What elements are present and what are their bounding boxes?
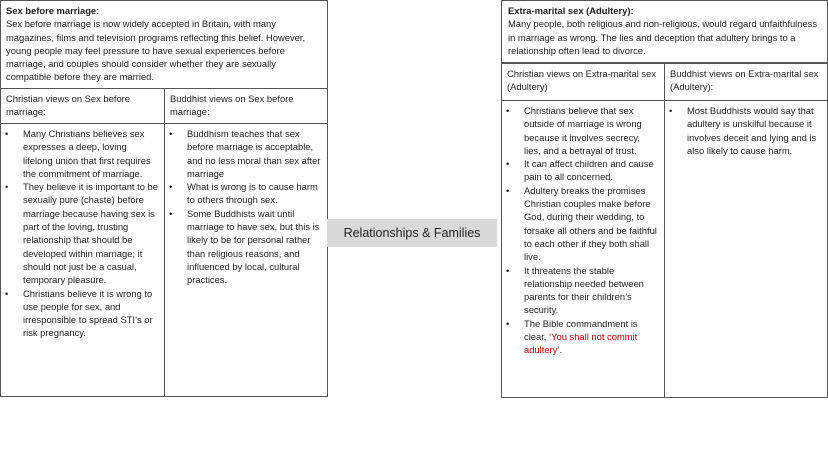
buddhist-adultery-list [664, 100, 828, 398]
buddhist-sbm-header-text: Buddhist views on Sex before marriage: [170, 93, 294, 118]
bullet-icon: • [669, 105, 673, 116]
list-item: • What is wrong is to cause harm to others through sex. [169, 181, 318, 206]
extra-marital-intro: Many people, both religious and non-religious, would regard unfaithfulness in marriage as wrong. The lies and deception that adultery brings to a relationship often lead to divorce. [508, 18, 818, 56]
bible-quote: You shall not commit adultery [524, 331, 638, 356]
list-item: • It can affect children and cause pain to all concerned. [506, 158, 654, 183]
christian-adultery-list [501, 100, 665, 398]
bullet-icon: • [5, 128, 9, 139]
bullet-icon: • [506, 184, 510, 196]
extra-marital-intro-box [501, 0, 828, 63]
christian-adultery-header-text: Christian views on Extra-marital sex (Adultery) [507, 68, 657, 93]
list-item: • The Bible commandment is clear, ‘You shall not commit adultery’. [506, 317, 638, 356]
topic-label-text: Relationships & Families [343, 226, 481, 240]
bullet-icon: • [506, 317, 510, 329]
extra-marital-heading: Extra-marital sex (Adultery): [508, 5, 634, 16]
list-item: • Adultery breaks the promises Christian couples make before God, during their wedding, to forsake all others and be faithful to each other if they both shall live. [506, 184, 657, 263]
list-item: • Some Buddhists wait until marriage to have sex, but this is likely to be for personal rather than religious reasons, and influenced by local, cultural practices. [169, 207, 320, 286]
buddhist-adultery-header [664, 63, 828, 101]
list-item: • Most Buddhists would say that adultery is unskilful because it involves deceit and lying and is also likely to cause harm. [669, 105, 817, 156]
sex-before-marriage-heading: Sex before marriage: [6, 5, 100, 16]
christian-sex-before-marriage-header [0, 88, 165, 124]
christian-sex-before-marriage-list [0, 123, 165, 397]
list-item: • It threatens the stable relationship needed between parents for their children’s security. [506, 264, 644, 316]
list-item: • Buddhism teaches that sex before marriage is acceptable, and no less moral than sex after marriage [169, 128, 321, 179]
bullet-icon: • [5, 287, 9, 299]
christian-adultery-header [501, 63, 665, 101]
topic-label [327, 219, 497, 247]
bullet-icon: • [169, 181, 173, 193]
bullet-icon: • [5, 181, 9, 193]
list-item: • They believe it is important to be sexually pure (chaste) before marriage because having sex is part of the loving, trusting relationship that should be developed within marriage; it should not just be a casual, temporary pleasure. [5, 181, 158, 286]
bullet-icon: • [506, 105, 510, 116]
bullet-icon: • [506, 158, 510, 170]
bullet-icon: • [169, 207, 173, 219]
bullet-icon: • [506, 264, 510, 276]
buddhist-sex-before-marriage-header [164, 88, 328, 124]
christian-sbm-header-text: Christian views on Sex before marriage: [6, 93, 131, 118]
list-item: • Christians believe it is wrong to use people for sex, and irresponsible to spread STI’s or risk pregnancy. [5, 287, 153, 339]
buddhist-adultery-header-text: Buddhist views on Extra-marital sex (Adultery): [670, 68, 819, 93]
sex-before-marriage-intro: Sex before marriage is now widely accepted in Britain, with many magazines, films and television programs reflecting this belief. However, young people may feel pressure to have sexual experiences before marriage, and couples should consider whether they are sexually compatible before they are married. [6, 18, 306, 83]
bullet-icon: • [169, 128, 173, 139]
list-item: • Christians believe that sex outside of marriage is wrong because it involves secrecy, lies, and a betrayal of trust. [506, 105, 642, 156]
sex-before-marriage-intro-box [0, 0, 328, 89]
buddhist-sex-before-marriage-list [164, 123, 328, 397]
list-item: • Many Christians believes sex expresses a deep, loving lifelong union that first requires the commitment of marriage. [5, 128, 151, 179]
